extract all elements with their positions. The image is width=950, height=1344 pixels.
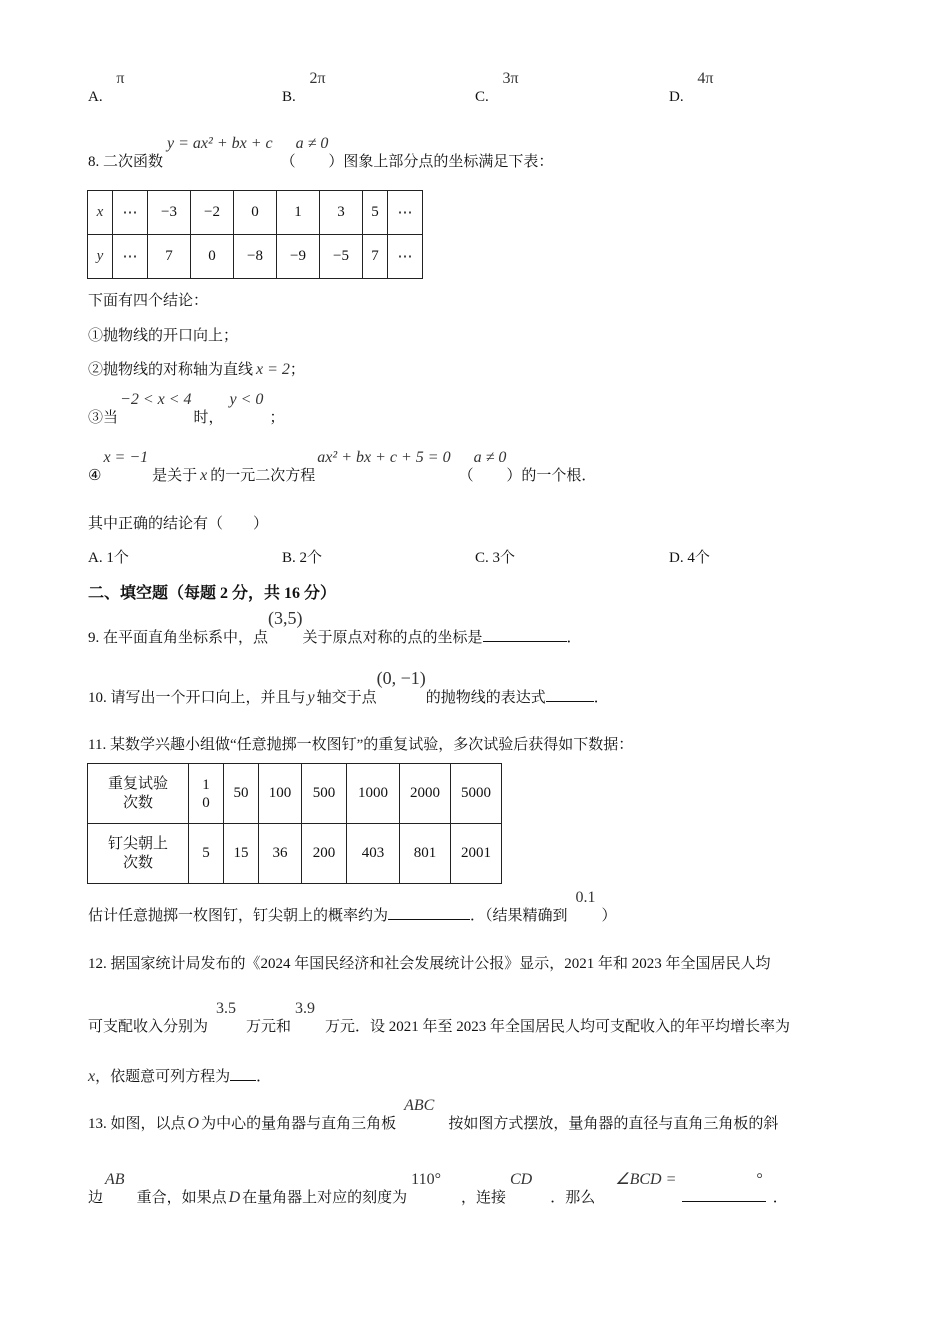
value: 3.5 [216,1000,237,1017]
point: (0, −1) [376,668,426,688]
table-cell: 5000 [451,764,502,824]
degree-symbol: ° [756,1171,763,1188]
option-value: 2π [309,70,326,87]
answer-blank[interactable] [230,1066,256,1081]
question-text: 在量角器上对应的刻度为 [242,1190,408,1206]
question-text: 8. 二次函数 [88,154,164,170]
table-cell: ⋯ [113,191,148,235]
formula: ∠BCD = [615,1171,677,1188]
formula: CD [509,1171,533,1188]
formula: x = 2 [256,361,290,378]
question-text: 轴交于点 [316,690,377,706]
q8-question: 其中正确的结论有（ ） [88,516,269,532]
formula: ABC [404,1097,435,1114]
option-label: A. [88,89,103,105]
table-cell: 2000 [400,764,451,824]
question-text: ，依题意可列方程为 [95,1069,231,1085]
option-label: B. [282,89,296,105]
q13-line-2 [88,1171,788,1207]
table-cell: 500 [302,764,347,824]
conclusion-text: 时， [193,410,224,426]
table-cell: 100 [259,764,302,824]
formula: ax² + bx + c + 5 = 0 [317,449,451,466]
table-cell: y [88,235,113,279]
answer-blank[interactable] [546,687,594,702]
q12-line-3 [88,1065,271,1086]
table-cell: 200 [302,824,347,884]
question-text: 为中心的量角器与直角三角板 [201,1116,397,1132]
table-cell: 1000 [347,764,400,824]
option-label: C. [475,550,489,566]
option-label: B. [282,550,296,566]
conclusion-text: ③当 [88,410,119,426]
conclusion-text: 的一元二次方程 [210,468,316,484]
question-text: 9. 在平面直角坐标系中，点 [88,630,269,646]
table-cell: −3 [148,191,191,235]
variable: D [228,1189,241,1206]
precision-value: 0.1 [575,889,596,906]
question-text: ．那么 [550,1190,596,1206]
option-value: 3π [502,70,519,87]
formula: −2 < x < 4 [120,391,192,408]
punct: ． [593,690,609,706]
question-text: 10. 请写出一个开口向上，并且与 [88,690,306,706]
table-header-cell [88,764,189,824]
table-cell: 2001 [451,824,502,884]
punct: ． [566,630,582,646]
table-cell: −5 [320,235,363,279]
conclusion-4 [88,449,597,485]
conclusion-text: ）的一个根． [506,468,597,484]
table-cell: ⋯ [113,235,148,279]
table-cell: x [88,191,113,235]
variable: x [200,467,208,484]
formula: x = −1 [103,449,149,466]
value: 3.9 [295,1000,316,1017]
q13-line-1 [88,1097,779,1133]
question-text: ．（结果精确到 [470,908,568,924]
table-cell: 7 [148,235,191,279]
question-text: 可支配收入分别为 [88,1019,209,1035]
cell-line: 0 [202,794,210,811]
paren: ） [601,908,617,924]
question-text: 估计任意抛掷一枚图钉，钉尖朝上的概率约为 [88,908,389,924]
question-text: 万元．设 2021 年至 2023 年全国居民人均可支配收入的年平均增长率为 [325,1019,791,1035]
answer-blank[interactable] [682,1187,766,1202]
q12-line-2 [88,1000,791,1036]
q11-table [87,763,502,884]
point: (3,5) [268,608,303,628]
q7-option-c [475,70,519,106]
option-value: 4π [697,70,714,87]
option-value: π [116,70,125,87]
table-row [88,235,423,279]
conclusion-text: 是关于 [152,468,198,484]
q9 [88,608,582,647]
table-cell: 50 [224,764,259,824]
punct: ． [772,1190,788,1206]
table-cell: −9 [277,235,320,279]
table-cell: 403 [347,824,400,884]
table-cell: 5 [189,824,224,884]
conclusion-3 [88,391,285,427]
q12-line-1: 12. 据国家统计局发布的《2024 年国民经济和社会发展统计公报》显示，2021 年和 2023 年全国居民人均 [88,956,771,972]
q7-option-b [282,70,326,106]
conclusions-intro: 下面有四个结论： [88,293,209,309]
punct: ； [269,410,285,426]
variable: O [187,1115,200,1132]
paren: ） [328,154,344,170]
conclusion-text: ②抛物线的对称轴为直线 [88,362,254,378]
option-label: D. [669,550,684,566]
option-value: 2个 [299,550,323,566]
condition: a ≠ 0 [473,449,507,466]
option-label: C. [475,89,489,105]
q8-option-d [669,546,710,567]
variable: y [307,689,315,706]
answer-blank[interactable] [388,905,470,920]
table-cell: ⋯ [388,235,423,279]
option-value: 4个 [687,550,710,566]
q11-estimate [88,889,617,925]
table-row [88,824,502,884]
condition: a ≠ 0 [295,135,329,152]
question-text: 重合，如果点 [136,1190,227,1206]
q8-stem [88,135,554,171]
table-cell: ⋯ [388,191,423,235]
q11-text: 11. 某数学兴趣小组做“任意抛掷一枚图钉”的重复试验，多次试验后获得如下数据： [88,737,634,753]
question-text: 边 [88,1190,104,1206]
table-header-cell [88,824,189,884]
q8-option-c [475,546,515,567]
table-cell: 7 [363,235,388,279]
table-cell [189,764,224,824]
question-text: 关于原点对称的点的坐标是 [302,630,483,646]
header-line: 次数 [122,854,153,871]
table-cell: 0 [234,191,277,235]
q10 [88,668,609,707]
answer-blank[interactable] [483,627,567,642]
table-cell: 36 [259,824,302,884]
table-cell: 5 [363,191,388,235]
table-cell: 0 [191,235,234,279]
table-cell: −8 [234,235,277,279]
option-label: A. [88,550,103,566]
header-line: 次数 [122,794,153,811]
formula: y < 0 [229,391,264,408]
table-row [88,191,423,235]
option-value: 3个 [492,550,516,566]
q8-option-a [88,546,129,567]
header-line: 重复试验 [107,775,168,792]
punct: ； [289,362,305,378]
q7-option-a [88,70,125,106]
question-text: ，连接 [460,1190,506,1206]
question-text: 的抛物线的表达式 [425,690,546,706]
question-text: 图象上部分点的坐标满足下表： [343,154,554,170]
q8-table [87,190,423,279]
formula: y = ax² + bx + c [167,135,273,152]
paren: （ [280,154,296,170]
conclusion-2 [88,358,305,379]
conclusion-text: ④ [88,468,102,484]
table-cell: −2 [191,191,234,235]
header-line: 钉尖朝上 [107,835,168,852]
paren: （ [458,468,474,484]
q8-option-b [282,546,322,567]
conclusion-1: ①抛物线的开口向上； [88,328,239,344]
punct: ． [256,1069,272,1085]
table-row [88,764,502,824]
cell-line: 1 [202,776,210,793]
q7-option-d [669,70,714,106]
question-text: 13. 如图，以点 [88,1116,186,1132]
variable: x [88,1068,96,1085]
option-label: D. [669,89,684,105]
question-text: 万元和 [246,1019,292,1035]
table-cell: 1 [277,191,320,235]
option-value: 1个 [106,550,129,566]
question-text: 按如图方式摆放，量角器的直径与直角三角板的斜 [448,1116,779,1132]
section-title: 二、填空题（每题 2 分，共 16 分） [88,585,337,602]
formula: AB [105,1171,125,1188]
table-cell: 15 [224,824,259,884]
table-cell: 801 [400,824,451,884]
degree-value: 110° [411,1171,441,1188]
table-cell: 3 [320,191,363,235]
